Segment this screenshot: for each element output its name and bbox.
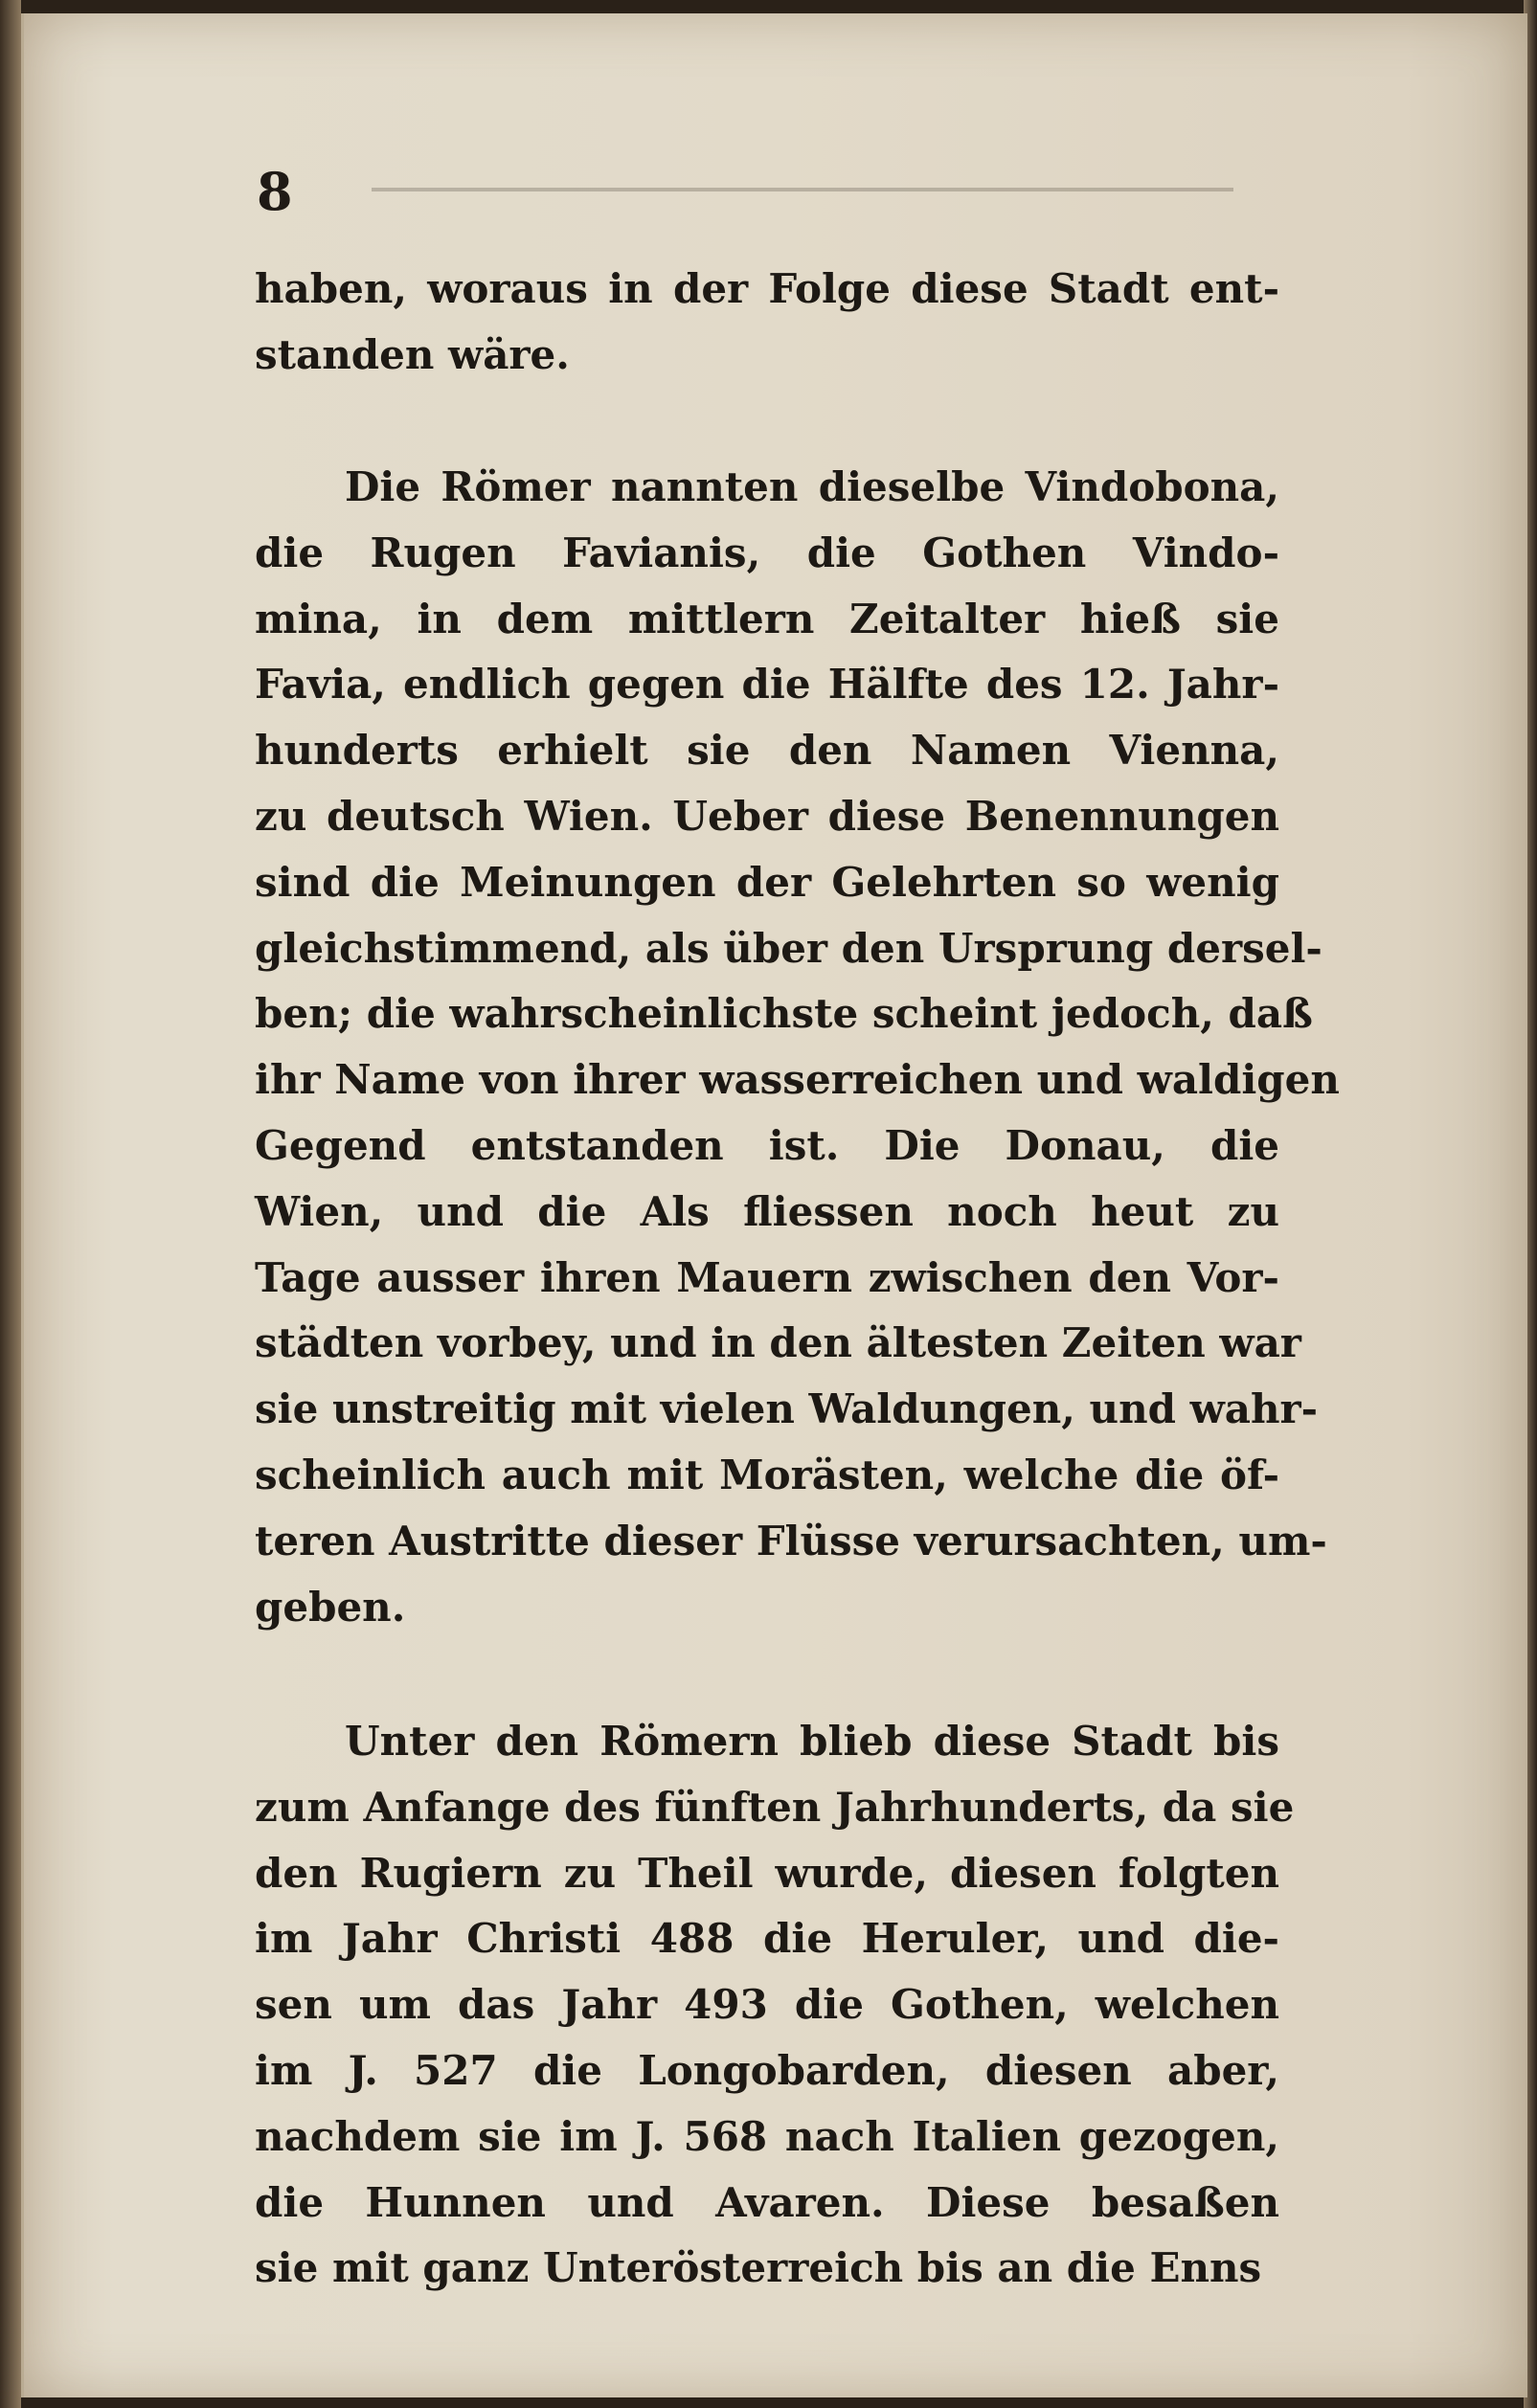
text-line: nachdem sie im J. 568 nach Italien gezogen, (255, 2112, 1279, 2160)
paragraph-2 (255, 455, 1340, 1640)
text-line: den Rugiern zu Theil wurde, diesen folgten (255, 1849, 1279, 1897)
text-line: die Hunnen und Avaren. Diese besaßen (255, 2178, 1279, 2226)
text-line: die Rugen Favianis, die Gothen Vindo- (255, 529, 1279, 576)
text-line: Tage ausser ihren Mauern zwischen den Vor- (255, 1253, 1279, 1301)
text-line: zu deutsch Wien. Ueber diese Benennungen (255, 792, 1279, 840)
text-line: hunderts erhielt sie den Namen Vienna, (255, 727, 1279, 775)
page-header (257, 161, 1262, 222)
text-line: im Jahr Christi 488 die Heruler, und die- (255, 1915, 1279, 1963)
book-spine-edge (0, 0, 21, 2408)
text-line: Die Römer nannten dieselbe Vindobona, (345, 463, 1279, 510)
text-line: geben. (255, 1583, 406, 1631)
page-number: 8 (257, 161, 293, 222)
text-line: scheinlich auch mit Morästen, welche die öf- (255, 1451, 1279, 1498)
text-line: Favia, endlich gegen die Hälfte des 12. Jahr- (255, 661, 1279, 709)
paragraph-1 (255, 257, 1279, 389)
text-line: gleichstimmend, als über den Ursprung dersel- (255, 924, 1322, 972)
text-line: Unter den Römern blieb diese Stadt bis (345, 1718, 1279, 1765)
text-line: teren Austritte dieser Flüsse verursachten, um- (255, 1517, 1327, 1564)
header-rule (372, 188, 1233, 191)
paragraph-3 (255, 1709, 1295, 2302)
text-line: Gegend entstanden ist. Die Donau, die (255, 1121, 1279, 1169)
text-line: haben, woraus in der Folge diese Stadt ent- (255, 265, 1279, 312)
text-line: zum Anfange des fünften Jahrhunderts, da sie (255, 1783, 1295, 1831)
text-line: ben; die wahrscheinlichste scheint jedoch, daß (255, 990, 1313, 1038)
text-line: sie unstreitig mit vielen Waldungen, und wahr- (255, 1385, 1319, 1433)
text-line: im J. 527 die Longobarden, diesen aber, (255, 2046, 1279, 2094)
text-line: städten vorbey, und in den ältesten Zeiten war (255, 1319, 1301, 1367)
text-line: sind die Meinungen der Gelehrten so wenig (255, 858, 1279, 906)
text-line: standen wäre. (255, 330, 570, 378)
text-line: sie mit ganz Unterösterreich bis an die Enns (255, 2244, 1262, 2292)
text-line: Wien, und die Als fliessen noch heut zu (255, 1187, 1279, 1235)
text-line: ihr Name von ihrer wasserreichen und waldigen (255, 1056, 1340, 1104)
text-line: mina, in dem mittlern Zeitalter hieß sie (255, 595, 1279, 642)
text-line: sen um das Jahr 493 die Gothen, welchen (255, 1981, 1279, 2029)
